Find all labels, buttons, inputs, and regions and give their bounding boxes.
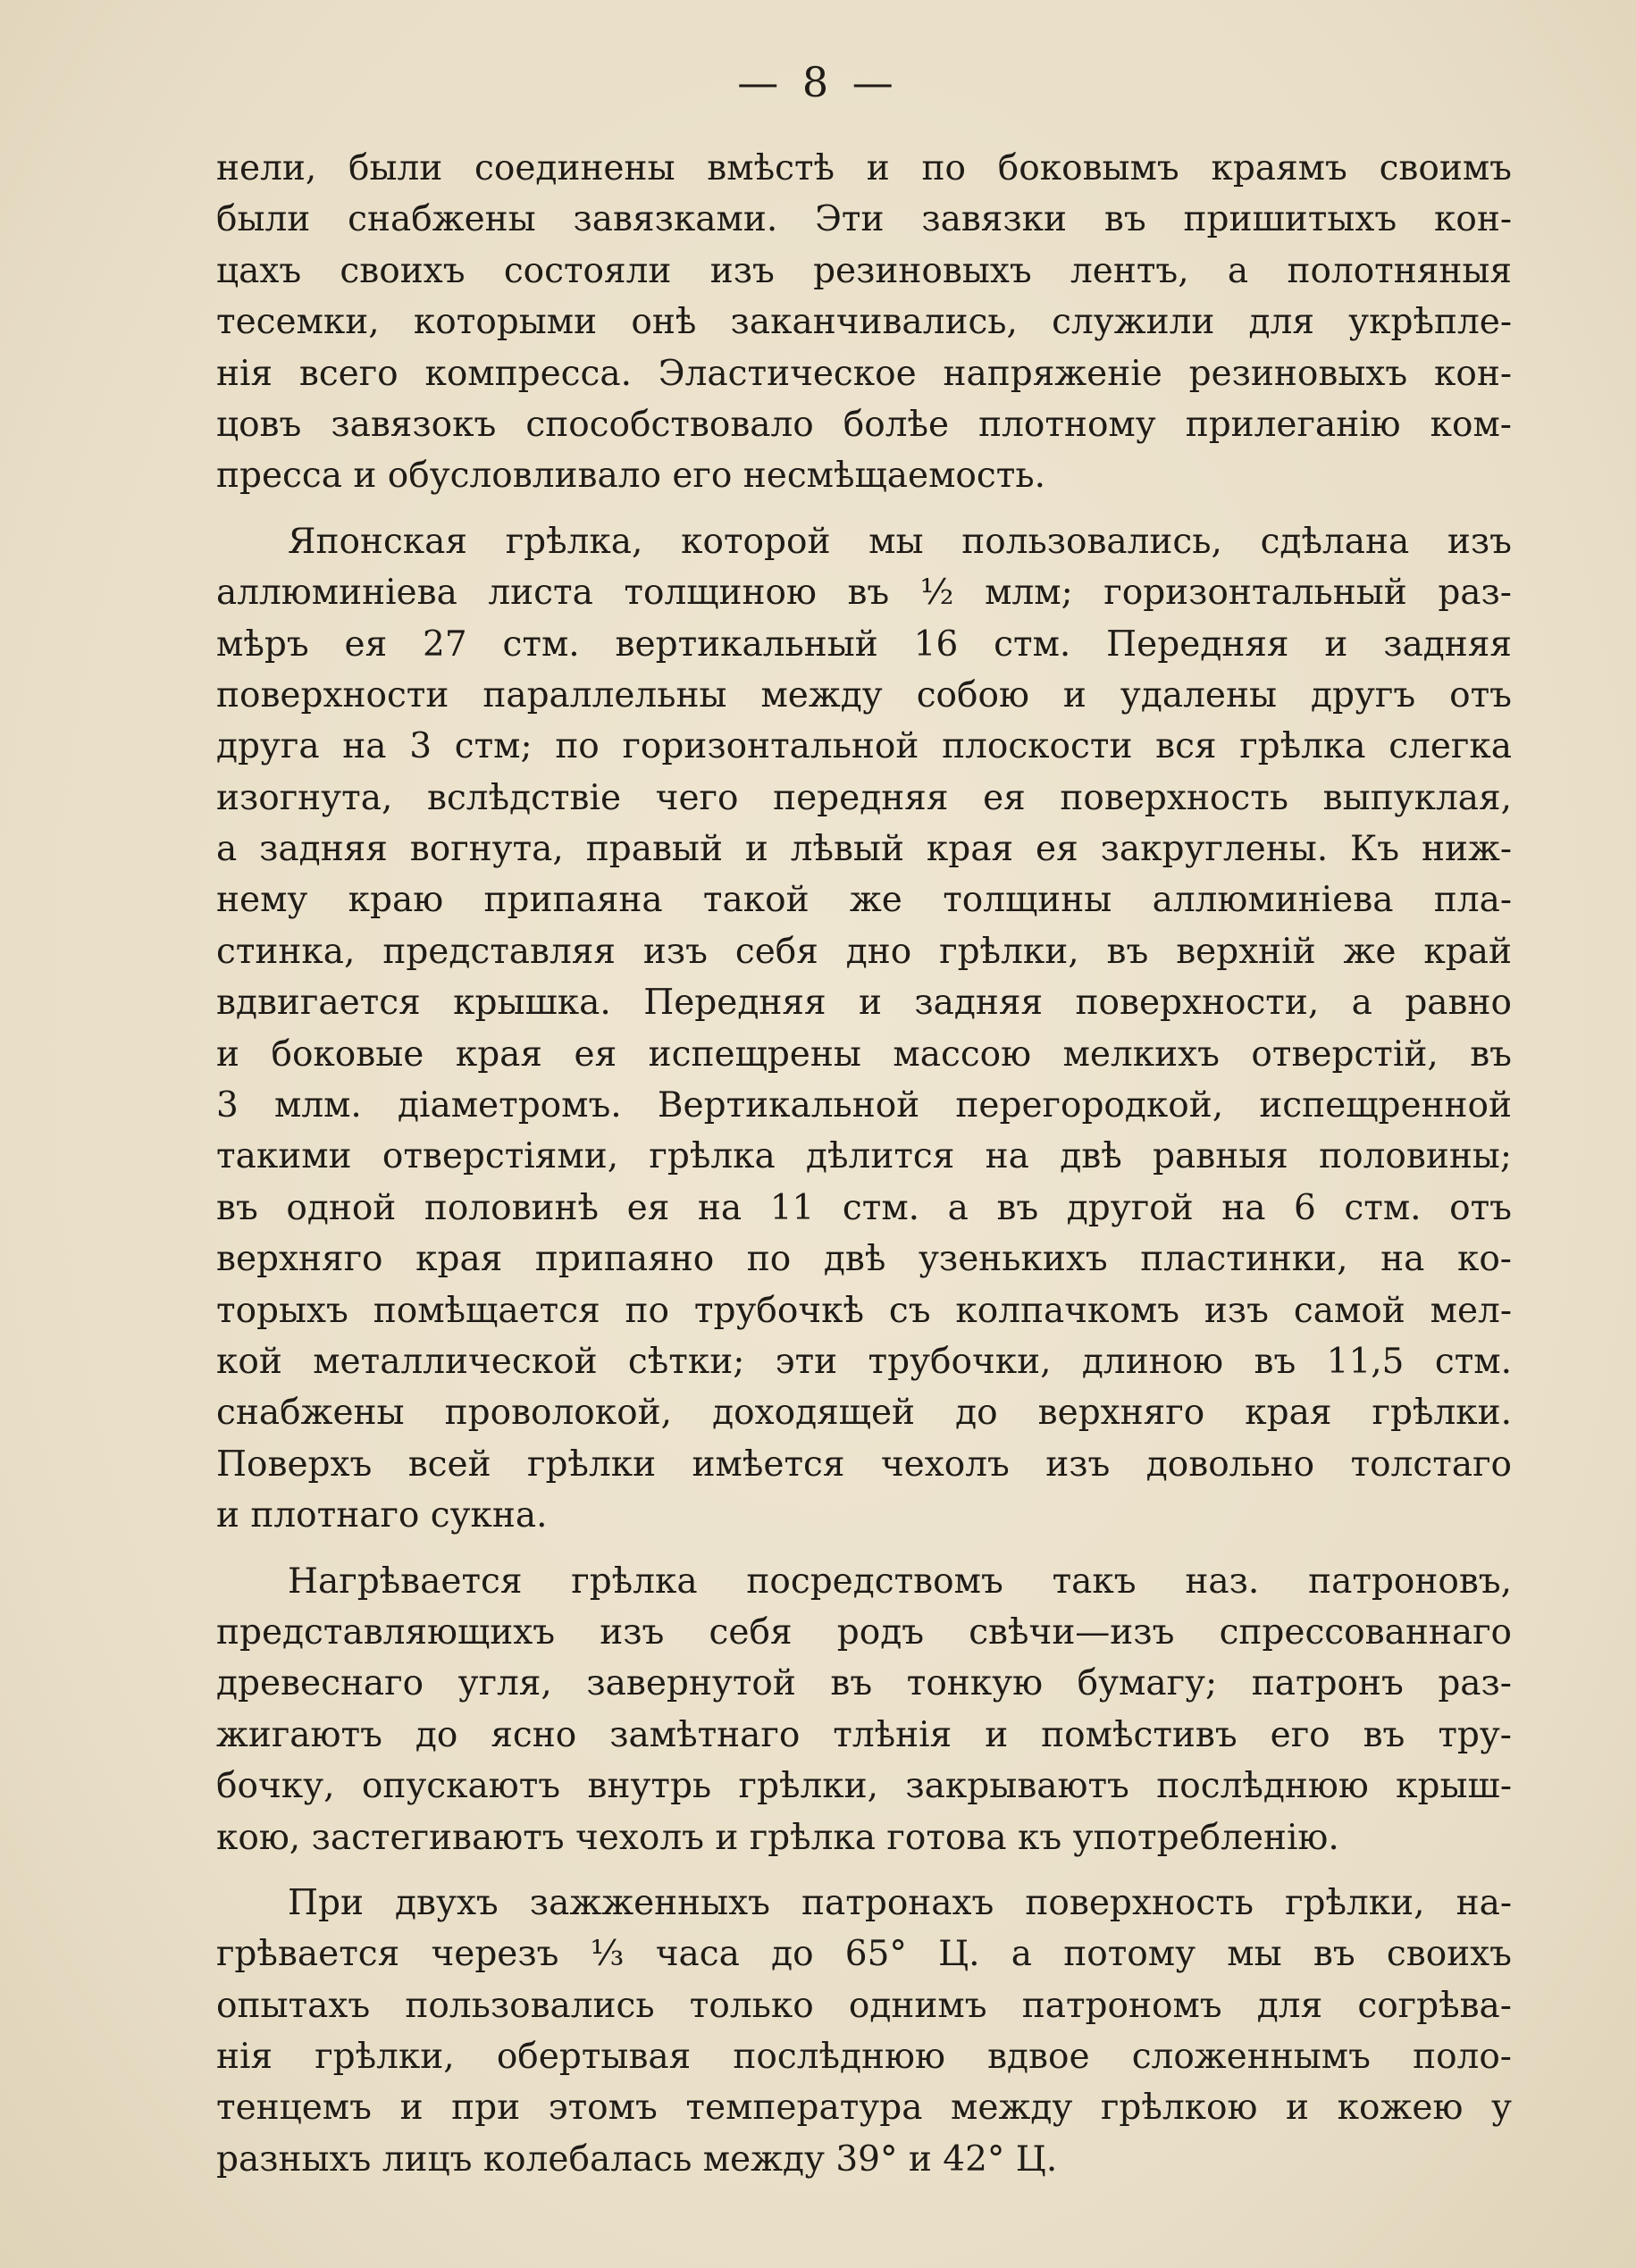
text-line: грѣвается черезъ ⅓ часа до 65° Ц. а потому мы въ своихъ <box>216 1934 1512 1975</box>
text-line: были снабжены завязками. Эти завязки въ пришитыхъ кон- <box>216 199 1512 240</box>
text-line: вдвигается крышка. Передняя и задняя поверхности, а равно <box>216 983 1512 1024</box>
text-line: друга на 3 стм; по горизонтальной плоскости вся грѣлка слегка <box>216 726 1512 767</box>
text-line: При двухъ зажженныхъ патронахъ поверхность грѣлки, на- <box>288 1882 1512 1923</box>
text-line: нія грѣлки, обертывая послѣднюю вдвое сложеннымъ поло- <box>216 2037 1512 2078</box>
text-line: верхняго края припаяно по двѣ узенькихъ пластинки, на ко- <box>216 1239 1512 1280</box>
text-line: цовъ завязокъ способствовало болѣе плотному прилеганію ком- <box>216 404 1512 445</box>
text-line: и плотнаго сукна. <box>216 1495 548 1536</box>
text-line: древеснаго угля, завернутой въ тонкую бумагу; патронъ раз- <box>216 1663 1512 1704</box>
text-line: а задняя вогнута, правый и лѣвый края ея закруглены. Къ ниж- <box>216 829 1512 870</box>
paragraph <box>216 1878 1512 2185</box>
text-line: мѣръ ея 27 стм. вертикальный 16 стм. Передняя и задняя <box>216 623 1512 665</box>
text-line: такими отверстіями, грѣлка дѣлится на двѣ равныя половины; <box>216 1136 1512 1177</box>
text-line: жигаютъ до ясно замѣтнаго тлѣнія и помѣстивъ его въ тру- <box>216 1714 1512 1755</box>
text-line: изогнута, вслѣдствіе чего передняя ея поверхность выпуклая, <box>216 777 1512 818</box>
text-line: кой металлической сѣтки; эти трубочки, длиною въ 11,5 стм. <box>216 1341 1512 1382</box>
text-line: торыхъ помѣщается по трубочкѣ съ колпачкомъ изъ самой мел- <box>216 1290 1512 1331</box>
text-line: Японская грѣлка, которой мы пользовались, сдѣлана изъ <box>288 521 1512 562</box>
text-line: тенцемъ и при этомъ температура между грѣлкою и кожею у <box>216 2088 1512 2129</box>
text-line: пресса и обусловливало его несмѣщаемость. <box>216 456 1045 497</box>
paragraph-gap <box>216 502 1512 516</box>
text-line: аллюминіева листа толщиною въ ½ млм; горизонтальный раз- <box>216 573 1512 614</box>
text-line: поверхности параллельны между собою и удалены другъ отъ <box>216 674 1512 716</box>
text-line: нія всего компресса. Эластическое напряженіе резиновыхъ кон- <box>216 353 1512 394</box>
page-number: — 8 — <box>737 58 899 106</box>
paragraph <box>216 1556 1512 1863</box>
text-line: нему краю припаяна такой же толщины аллюминіева пла- <box>216 880 1512 921</box>
text-line: цахъ своихъ состояли изъ резиновыхъ лентъ, а полотняныя <box>216 250 1512 291</box>
text-line: въ одной половинѣ ея на 11 стм. а въ другой на 6 стм. отъ <box>216 1187 1512 1228</box>
text-line: стинка, представляя изъ себя дно грѣлки, въ верхній же край <box>216 931 1512 972</box>
text-line: бочку, опускаютъ внутрь грѣлки, закрываютъ послѣднюю крыш- <box>216 1766 1512 1807</box>
text-line: тесемки, которыми онѣ заканчивались, служили для укрѣпле- <box>216 302 1512 343</box>
text-line: и боковые края ея испещрены массою мелкихъ отверстій, въ <box>216 1034 1512 1075</box>
text-line: нели, были соединены вмѣстѣ и по боковымъ краямъ своимъ <box>216 148 1512 188</box>
text-line: 3 млм. діаметромъ. Вертикальной перегородкой, испещренной <box>216 1085 1512 1126</box>
text-line: разныхъ лицъ колебалась между 39° и 42° Ц. <box>216 2138 1058 2180</box>
paragraph <box>216 143 1512 502</box>
text-line: представляющихъ изъ себя родъ свѣчи—изъ спрессованнаго <box>216 1611 1512 1653</box>
paragraph-gap <box>216 1542 1512 1556</box>
text-line: Поверхъ всей грѣлки имѣется чехолъ изъ довольно толстаго <box>216 1444 1512 1485</box>
paragraph <box>216 516 1512 1542</box>
text-line: опытахъ пользовались только однимъ патрономъ для согрѣва- <box>216 1985 1512 2026</box>
body-text <box>216 143 1512 2185</box>
paragraph-gap <box>216 1863 1512 1878</box>
text-line: снабжены проволокой, доходящей до верхняго края грѣлки. <box>216 1393 1512 1434</box>
text-line: Нагрѣвается грѣлка посредствомъ такъ наз. патроновъ, <box>288 1561 1512 1602</box>
text-line: кою, застегиваютъ чехолъ и грѣлка готова къ употребленію. <box>216 1817 1339 1858</box>
